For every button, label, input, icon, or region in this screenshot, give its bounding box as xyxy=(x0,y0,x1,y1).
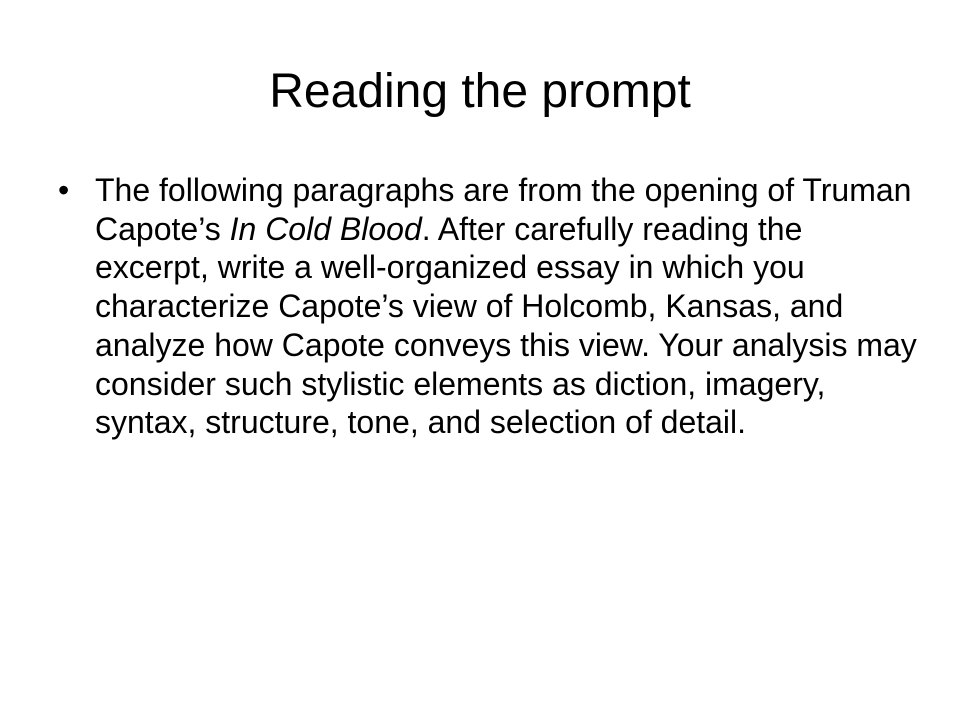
bullet-icon: • xyxy=(58,172,70,208)
bullet-list xyxy=(58,171,918,442)
bullet-item-prompt xyxy=(58,171,918,442)
prompt-text-after-title: . After carefully reading the excerpt, write a well-organized essay in which you characterize Capote’s view of Holcomb, Kansas, and analyze how Capote conveys this view. Your analysis may consider such stylistic elements as diction, imagery, syntax, structure, tone, and selection of detail. xyxy=(95,210,917,441)
prompt-text xyxy=(95,171,918,442)
book-title: In Cold Blood xyxy=(229,210,422,247)
prompt-text-before-title: The following paragraphs are from the opening of Truman Capote’s xyxy=(95,172,912,247)
slide-title: Reading the prompt xyxy=(269,65,691,118)
